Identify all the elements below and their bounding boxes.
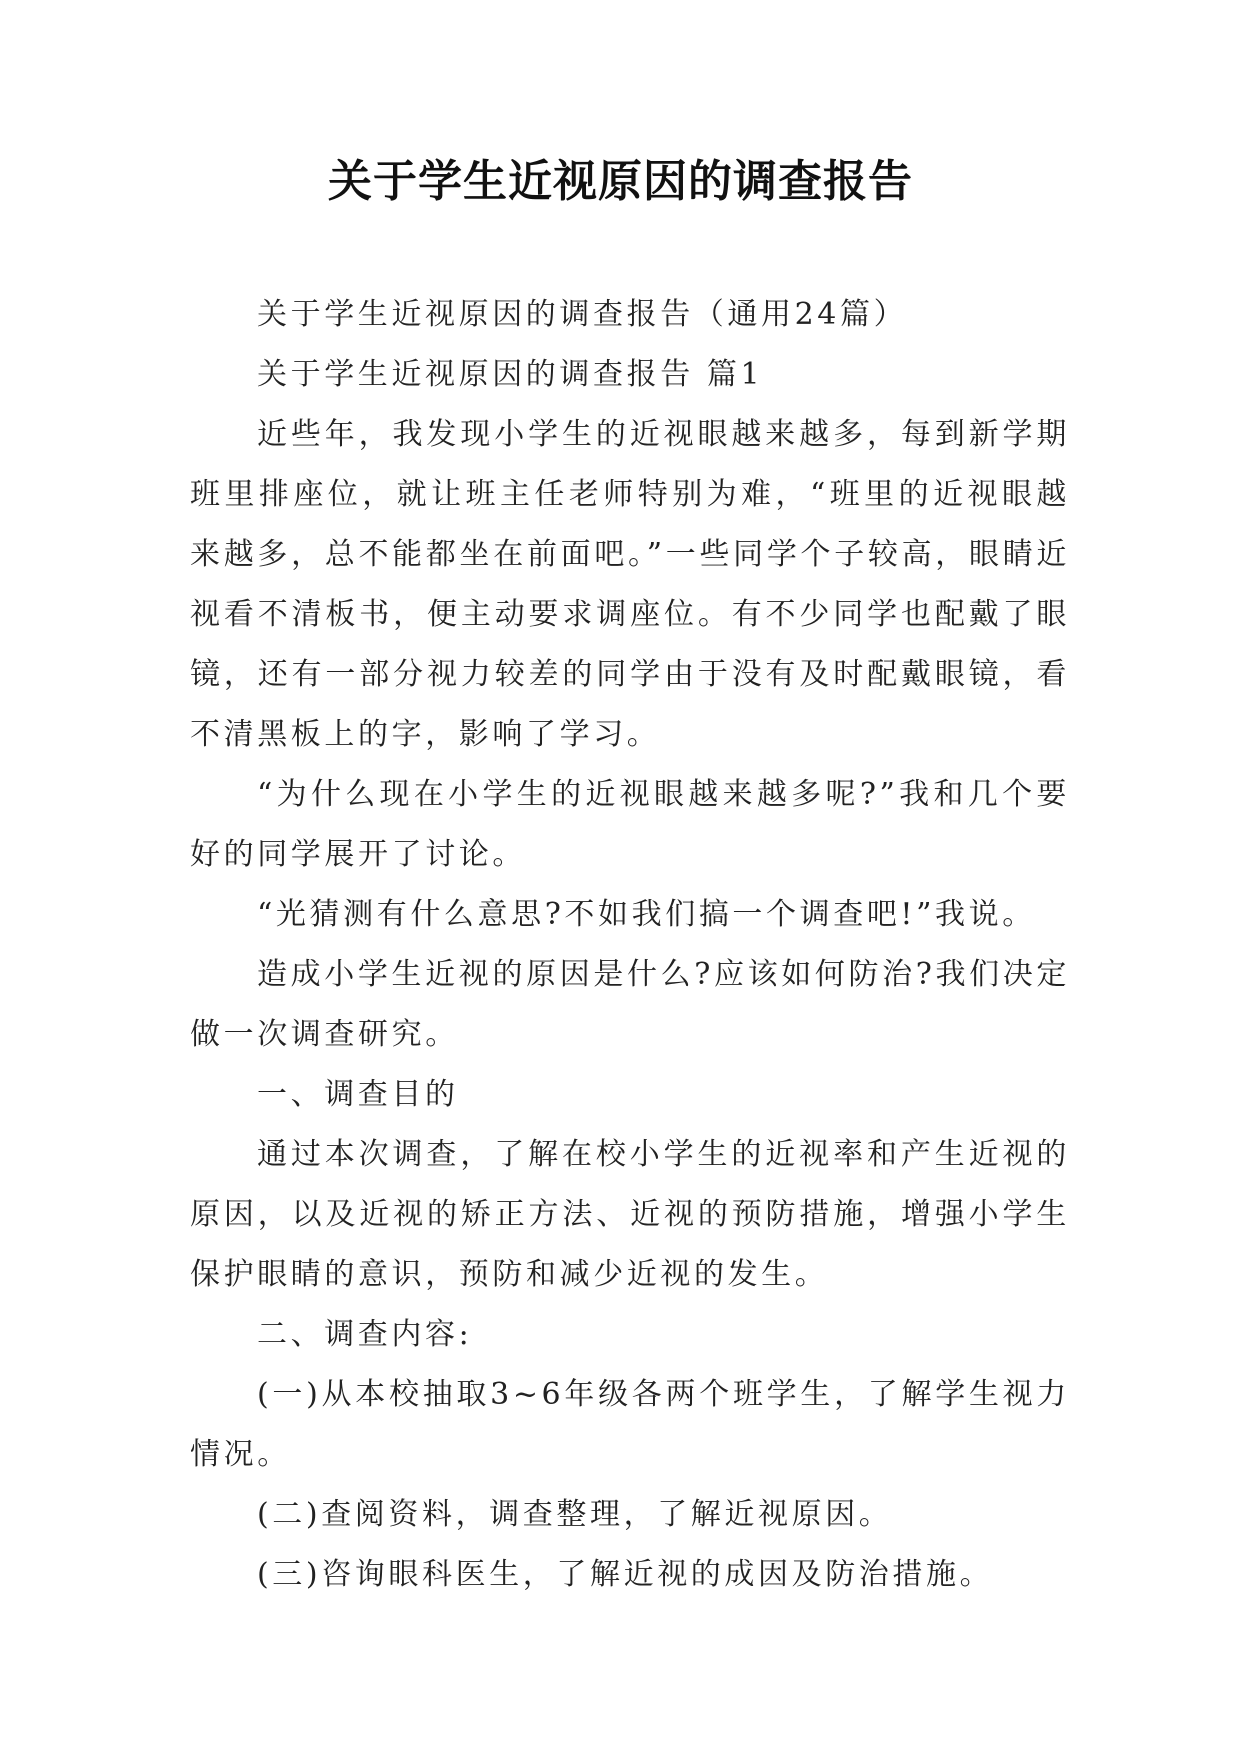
section-heading-part-1: 关于学生近视原因的调查报告 篇1 (257, 357, 764, 392)
body-paragraph: 近些年，我发现小学生的近视眼越来越多，每到新学期班里排座位，就让班主任老师特别为难，“班里的近视眼越来越多，总不能都坐在前面吧。”一些同学个子较高，眼睛近视看不清板书，便主动要求调座位。有不少同学也配戴了眼镜，还有一部分视力较差的同学由于没有及时配戴眼镜，看不清黑板上的字，影响了学习。 (190, 417, 1070, 752)
body-paragraph: “为什么现在小学生的近视眼越来越多呢?”我和几个要好的同学展开了讨论。 (190, 777, 1070, 872)
document-title: 关于学生近视原因的调查报告 (328, 156, 913, 207)
list-item: (二)查阅资料，调查整理，了解近视原因。 (257, 1497, 893, 1532)
body-paragraph: 造成小学生近视的原因是什么?应该如何防治?我们决定做一次调查研究。 (190, 957, 1070, 1052)
section-heading-purpose: 一、调查目的 (257, 1077, 459, 1112)
body-paragraph: “光猜测有什么意思?不如我们搞一个调查吧!”我说。 (257, 897, 1036, 932)
body-paragraph: 通过本次调查，了解在校小学生的近视率和产生近视的原因，以及近视的矫正方法、近视的预防措施，增强小学生保护眼睛的意识，预防和减少近视的发生。 (190, 1137, 1070, 1292)
list-item: (一)从本校抽取3~6年级各两个班学生，了解学生视力情况。 (190, 1377, 1070, 1472)
subtitle-paragraph: 关于学生近视原因的调查报告（通用24篇） (257, 297, 908, 332)
document-body (190, 285, 1070, 1605)
list-item: (三)咨询眼科医生，了解近视的成因及防治措施。 (257, 1557, 994, 1592)
section-heading-content: 二、调查内容: (257, 1317, 473, 1352)
